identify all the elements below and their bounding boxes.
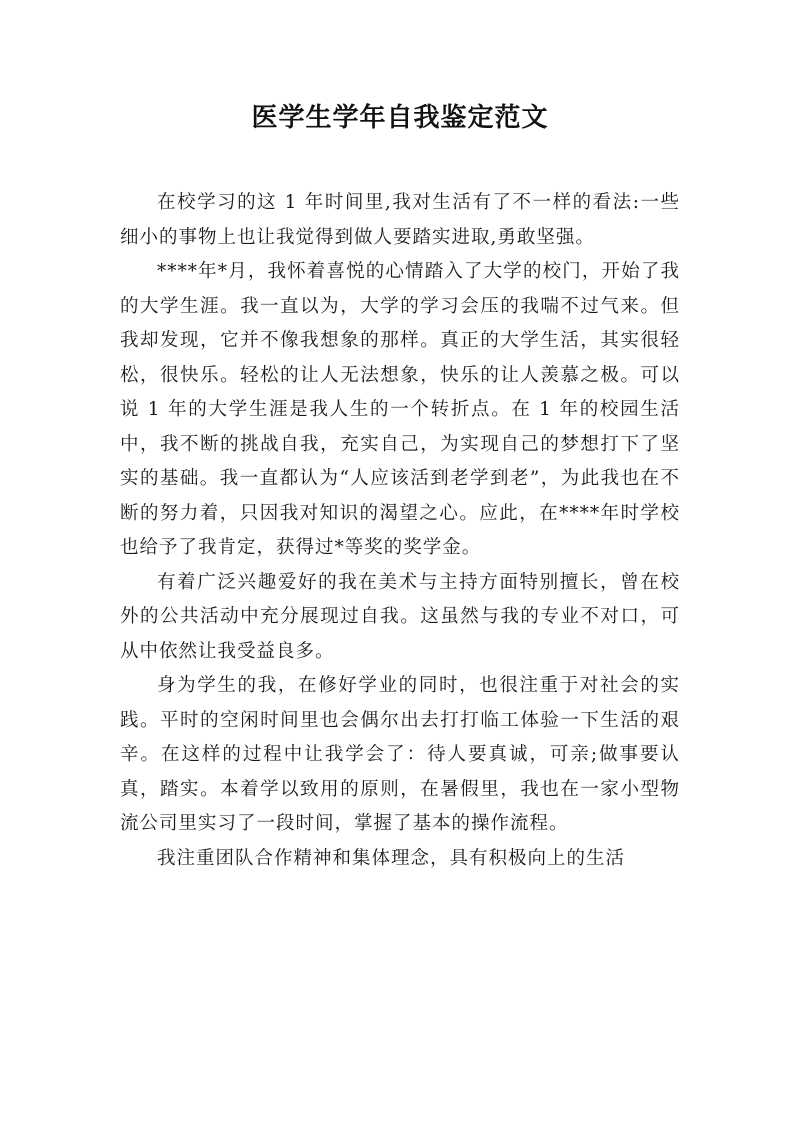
paragraph: 在校学习的这 1 年时间里,我对生活有了不一样的看法:一些细小的事物上也让我觉得到做人要踏实进取,勇敢坚强。 xyxy=(120,192,680,248)
paragraph: 我注重团队合作精神和集体理念，具有积极向上的生活 xyxy=(157,847,626,869)
document-body xyxy=(120,186,680,876)
paragraph: ****年*月，我怀着喜悦的心情踏入了大学的校门，开始了我的大学生涯。我一直以为，大学的学习会压的我喘不过气来。但我却发现，它并不像我想象的那样。真正的大学生活，其实很轻松，很快乐。轻松的让人无法想象，快乐的让人羡慕之极。可以说 1 年的大学生涯是我人生的一个转折点。在 1 年的校园生活中，我不断的挑战自我，充实自己，为实现自己的梦想打下了坚实的基础。我一直都认为“人应该活到老学到老”，为此我也在不断的努力着，只因我对知识的渴望之心。应此，在****年时学校也给予了我肯定，获得过*等奖的奖学金。 xyxy=(120,261,680,558)
paragraph: 身为学生的我，在修好学业的同时，也很注重于对社会的实践。平时的空闲时间里也会偶尔出去打打临工体验一下生活的艰辛。在这样的过程中让我学会了：待人要真诚，可亲;做事要认真，踏实。本着学以致用的原则，在暑假里，我也在一家小型物流公司里实习了一段时间，掌握了基本的操作流程。 xyxy=(120,675,680,834)
document-title: 医学生学年自我鉴定范文 xyxy=(251,103,549,133)
paragraph: 有着广泛兴趣爱好的我在美术与主持方面特别擅长，曾在校外的公共活动中充分展现过自我。这虽然与我的专业不对口，可从中依然让我受益良多。 xyxy=(120,571,680,662)
